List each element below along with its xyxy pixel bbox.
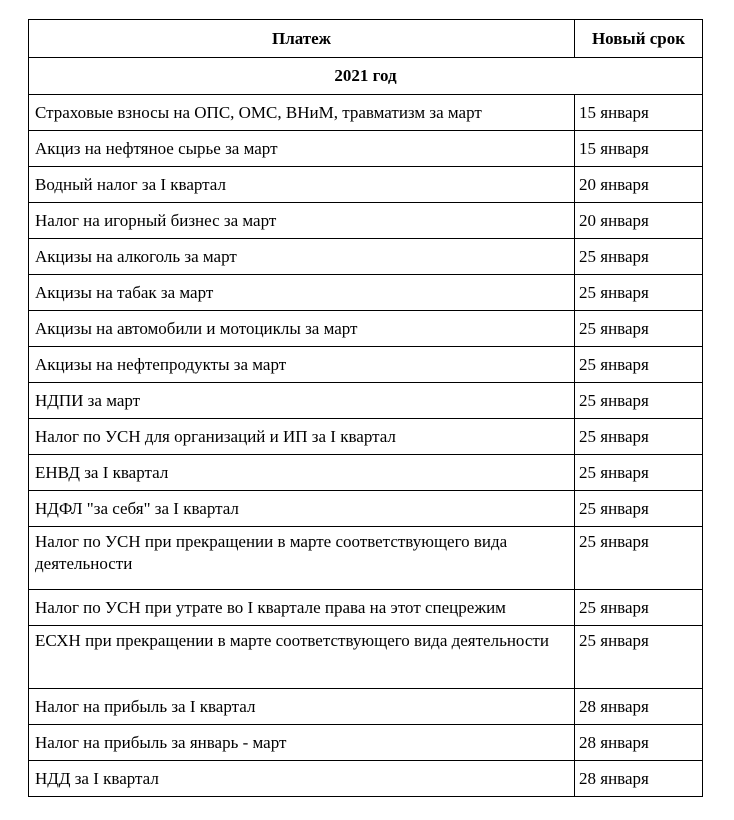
payment-cell: Налог по УСН при утрате во I квартале права на этот спецрежим [29, 590, 575, 626]
table-row [29, 626, 703, 689]
deadline-cell: 15 января [575, 95, 703, 131]
payment-cell: Акцизы на нефтепродукты за март [29, 347, 575, 383]
deadline-cell: 25 января [575, 311, 703, 347]
table-row [29, 491, 703, 527]
table-row [29, 419, 703, 455]
payment-cell: НДФЛ "за себя" за I квартал [29, 491, 575, 527]
deadline-cell: 25 января [575, 347, 703, 383]
year-label: 2021 год [29, 58, 703, 95]
table-row [29, 131, 703, 167]
table-row [29, 725, 703, 761]
header-new-deadline: Новый срок [575, 20, 703, 58]
deadline-cell: 25 января [575, 383, 703, 419]
payment-cell: Водный налог за I квартал [29, 167, 575, 203]
table-row [29, 590, 703, 626]
payment-cell: НДПИ за март [29, 383, 575, 419]
payment-cell: Акцизы на табак за март [29, 275, 575, 311]
table-row [29, 689, 703, 725]
table-row [29, 383, 703, 419]
payment-deadlines-table [28, 19, 703, 797]
payment-cell: ЕНВД за I квартал [29, 455, 575, 491]
deadline-cell: 15 января [575, 131, 703, 167]
deadline-cell: 25 января [575, 275, 703, 311]
table-header-row [29, 20, 703, 58]
payment-cell: Акциз на нефтяное сырье за март [29, 131, 575, 167]
deadline-cell: 25 января [575, 491, 703, 527]
table-row [29, 455, 703, 491]
table-row [29, 275, 703, 311]
payment-cell: Налог по УСН при прекращении в марте соответствующего вида деятельности [29, 527, 575, 590]
payment-cell: Налог на прибыль за январь - март [29, 725, 575, 761]
deadline-cell: 28 января [575, 689, 703, 725]
deadline-cell: 25 января [575, 239, 703, 275]
table-row [29, 311, 703, 347]
payment-cell: Акцизы на алкоголь за март [29, 239, 575, 275]
table-row [29, 167, 703, 203]
deadline-cell: 25 января [575, 527, 703, 590]
year-row [29, 58, 703, 95]
payment-cell: Налог по УСН для организаций и ИП за I квартал [29, 419, 575, 455]
deadline-cell: 25 января [575, 590, 703, 626]
payment-cell: Налог на прибыль за I квартал [29, 689, 575, 725]
payment-cell: НДД за I квартал [29, 761, 575, 797]
table-row [29, 527, 703, 590]
table-row [29, 95, 703, 131]
payment-cell: Акцизы на автомобили и мотоциклы за март [29, 311, 575, 347]
deadline-cell: 25 января [575, 455, 703, 491]
deadline-cell: 25 января [575, 419, 703, 455]
deadline-cell: 28 января [575, 725, 703, 761]
payment-cell: ЕСХН при прекращении в марте соответствующего вида деятельности [29, 626, 575, 689]
deadline-cell: 20 января [575, 203, 703, 239]
payment-cell: Страховые взносы на ОПС, ОМС, ВНиМ, травматизм за март [29, 95, 575, 131]
header-payment: Платеж [29, 20, 575, 58]
table-row [29, 347, 703, 383]
deadline-cell: 25 января [575, 626, 703, 689]
table-row [29, 203, 703, 239]
deadline-cell: 20 января [575, 167, 703, 203]
table-row [29, 239, 703, 275]
deadline-cell: 28 января [575, 761, 703, 797]
payment-cell: Налог на игорный бизнес за март [29, 203, 575, 239]
table-row [29, 761, 703, 797]
